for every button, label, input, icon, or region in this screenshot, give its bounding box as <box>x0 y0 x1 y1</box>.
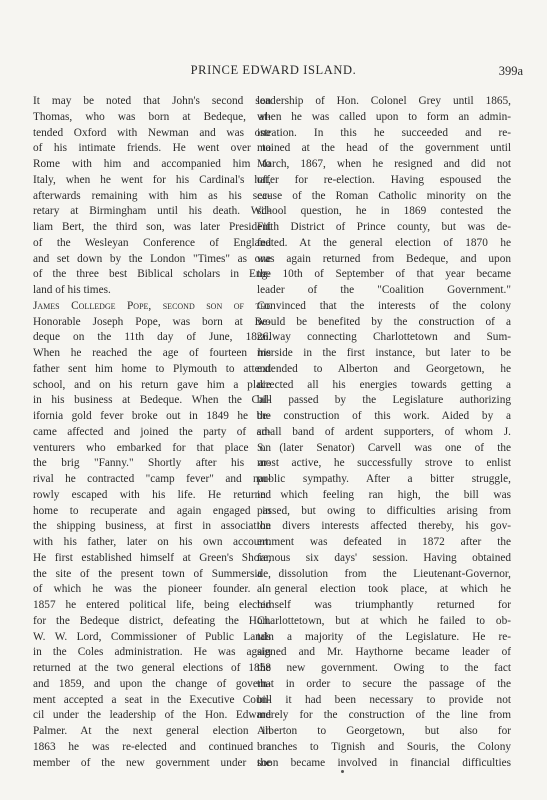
text-line: leadership of Hon. Colonel Grey until 1865, <box>257 95 511 107</box>
text-line: merside in the first instance, but later to be <box>257 347 511 359</box>
text-line: He first established himself at Green's Shore, <box>33 551 271 564</box>
text-line: soon became involved in financial difficulties <box>257 756 511 769</box>
text-line: signed and Mr. Haythorne became leader of <box>257 646 511 659</box>
text-line: land of his times. <box>33 284 111 296</box>
text-line: the shipping business, at first in association <box>33 520 271 533</box>
text-line: deque on the 11th day of June, 1826. <box>33 331 271 344</box>
text-line: would be benefited by the construction of a <box>257 315 511 328</box>
text-line: S. (later Senator) Carvell was one of the <box>257 441 511 454</box>
text-line: 1857 he entered political life, being elected <box>33 599 271 611</box>
text-line: mained at the head of the government until <box>257 142 511 155</box>
text-line: in which feeling ran high, the bill was <box>257 488 511 501</box>
text-line: When he reached the age of fourteen his <box>33 347 271 359</box>
page-number: 399a <box>498 64 523 78</box>
text-line: retary at Birmingham until his death. Wil- <box>33 205 271 218</box>
text-line: venturers who embarked for that place on <box>33 441 271 454</box>
text-line: a dissolution from the Lieutenant-Governor, <box>257 567 511 580</box>
text-line: tain a majority of the Legislature. He re- <box>257 630 511 643</box>
text-line: Rome with him and accompanied him to <box>33 158 271 170</box>
text-line: school question, he in 1869 contested the <box>257 205 511 218</box>
text-line: home to recuperate and again engaged in <box>33 504 271 517</box>
text-line: small band of ardent supporters, of whom J. <box>257 425 511 438</box>
text-line: father sent him home to Plymouth to attend <box>33 362 271 375</box>
print-speck <box>341 770 344 773</box>
text-line: public sympathy. After a bitter struggle, <box>257 473 511 485</box>
text-line: that in order to secure the passage of the <box>257 677 511 690</box>
page-header <box>0 63 547 79</box>
text-line: school, and on his return gave him a place <box>33 378 271 391</box>
text-line: rowly escaped with his life. He returned <box>33 488 271 501</box>
text-line: famous six days' session. Having obtained <box>257 551 511 564</box>
text-line: railway connecting Charlottetown and Sum- <box>257 331 511 344</box>
text-line: Honorable Joseph Pope, was born at Be- <box>33 315 271 328</box>
text-line: came affected and joined the party of ad- <box>33 425 271 438</box>
text-line: the divers interests affected thereby, his gov- <box>257 520 511 533</box>
text-line: March, 1867, when he resigned and did not <box>257 158 511 170</box>
text-line: tended Oxford with Newman and was one <box>33 126 271 139</box>
text-line: W. W. Lord, Commissioner of Public Lands <box>33 630 271 643</box>
text-line: rival he contracted "camp fever" and nar- <box>33 473 271 485</box>
text-line: ernment was defeated in 1872 after the <box>257 536 511 548</box>
text-line: and 1859, and upon the change of govern- <box>33 677 271 690</box>
text-line: of the three best Biblical scholars in Eng- <box>33 268 271 281</box>
text-line: Italy, when he went for his Cardinal's hat, <box>33 173 271 186</box>
text-line: merely for the construction of the line from <box>257 709 511 722</box>
text-line: bill passed by the Legislature authorizing <box>257 394 511 407</box>
left-column <box>33 94 271 771</box>
text-line: the new government. Owing to the fact <box>257 662 511 674</box>
text-line: bill it had been necessary to provide not <box>257 693 511 706</box>
text-line: cause of the Roman Catholic minority on the <box>257 189 511 202</box>
text-line: feated. At the general election of 1870 he <box>257 236 511 249</box>
text-line: the construction of this work. Aided by a <box>257 410 511 422</box>
text-line: 1863 he was re-elected and continued a <box>33 740 271 753</box>
text-line: Charlottetown, but at which he failed to ob- <box>257 614 511 627</box>
running-title: PRINCE EDWARD ISLAND. <box>190 63 357 77</box>
right-column <box>257 94 511 771</box>
text-line: a general election took place, at which he <box>257 583 511 596</box>
text-line: the site of the present town of Summerside, <box>33 567 271 580</box>
text-line: branches to Tignish and Souris, the Colony <box>257 740 511 753</box>
text-line: afterwards remaining with him as his sec- <box>33 189 271 202</box>
text-line: for the Bedeque district, defeating the Hon. <box>33 614 271 627</box>
text-line: extended to Alberton and Georgetown, he <box>257 362 511 375</box>
text-line: Fifth District of Prince county, but was de- <box>257 221 511 233</box>
text-line: Convinced that the interests of the colony <box>257 299 511 312</box>
text-line: the brig "Fanny." Shortly after his ar- <box>33 457 271 470</box>
text-line: and set down by the London "Times" as one <box>33 252 271 265</box>
text-line: ment accepted a seat in the Executive Coun- <box>33 693 271 706</box>
text-line: was again returned from Bedeque, and upon <box>257 252 511 265</box>
text-line: passed, but owing to difficulties arising from <box>257 504 511 517</box>
text-line: directed all his energies towards getting a <box>257 378 511 391</box>
text-line: most active, he successfully strove to enlist <box>257 457 511 470</box>
text-line: James Colledge Pope, second son of the <box>33 299 271 312</box>
text-line: of the Wesleyan Conference of England <box>33 236 271 249</box>
text-line: istration. In this he succeeded and re- <box>257 126 511 139</box>
text-line: himself was triumphantly returned for <box>257 599 511 611</box>
text-line: leader of the "Coalition Government." <box>257 284 511 296</box>
text-line: of his intimate friends. He went over to <box>33 142 271 155</box>
text-line: of which he was the pioneer founder. In <box>33 583 271 596</box>
text-line: with his father, later on his own account. <box>33 536 271 548</box>
text-line: when he was called upon to form an admin- <box>257 110 511 123</box>
text-line: the 10th of September of that year became <box>257 268 511 281</box>
text-line: cil under the leadership of the Hon. Edward <box>33 709 271 722</box>
text-line: in his business at Bedeque. When the Cal- <box>33 394 271 407</box>
text-line: It may be noted that John's second son <box>33 95 271 107</box>
text-line: liam Bert, the third son, was later President <box>33 221 271 233</box>
text-line: offer for re-election. Having espoused the <box>257 173 511 186</box>
text-line: returned at the two general elections of 1858 <box>33 662 271 674</box>
text-line: member of the new government under the <box>33 756 271 769</box>
text-line: in the Coles administration. He was again <box>33 646 271 659</box>
text-line: ifornia gold fever broke out in 1849 he be- <box>33 410 271 422</box>
text-line: Palmer. At the next general election in <box>33 725 271 737</box>
text-line: Alberton to Georgetown, but also for <box>257 725 511 737</box>
text-line: Thomas, who was born at Bedeque, at- <box>33 110 271 123</box>
